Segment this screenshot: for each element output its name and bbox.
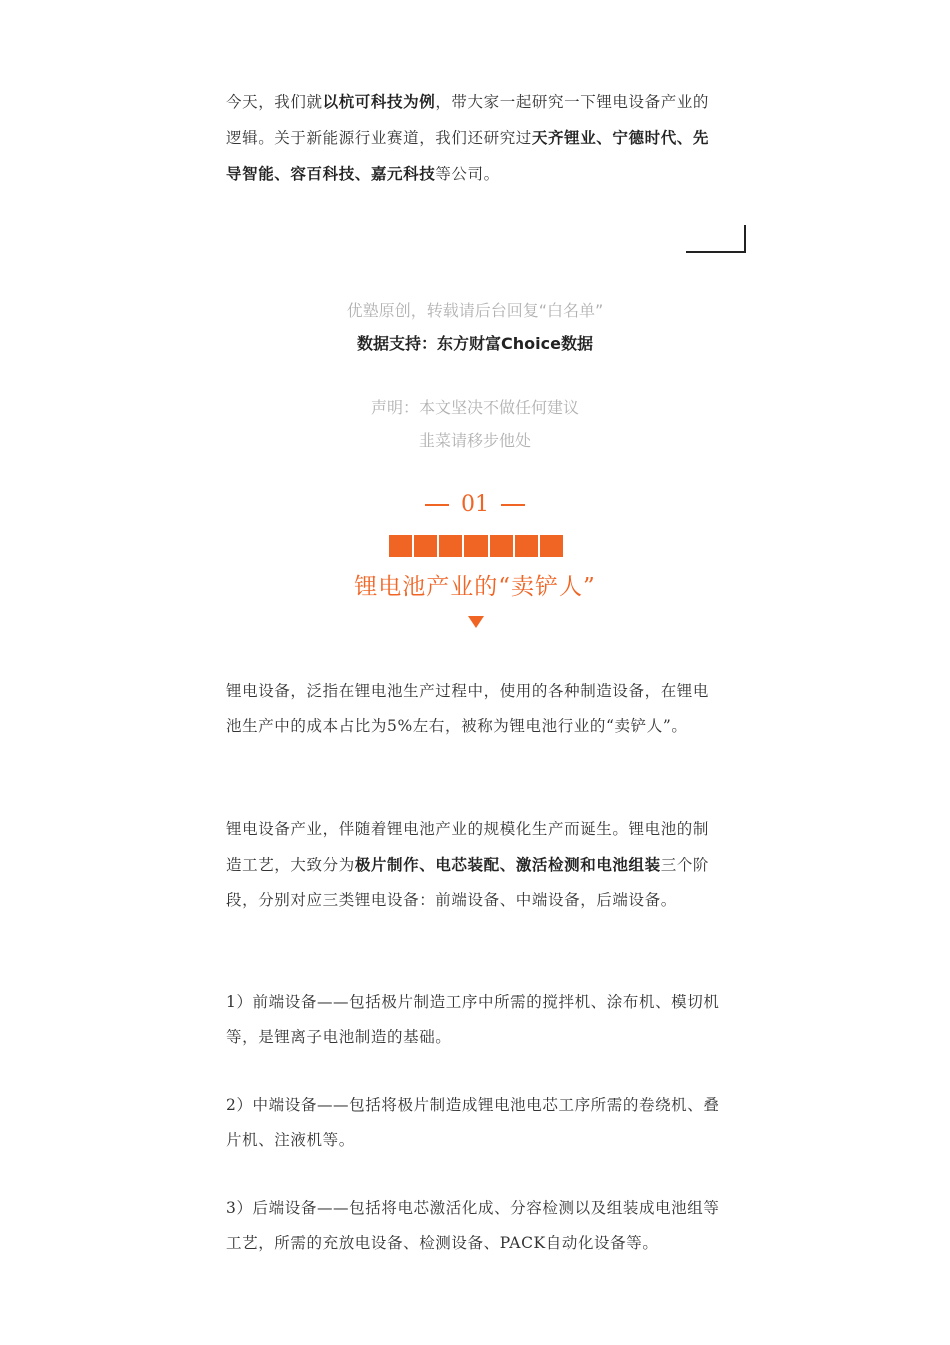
body-paragraph-3: 1）前端设备——包括极片制造工序中所需的搅拌机、涂布机、模切机等，是锂离子电池制造的基础。	[226, 993, 720, 1046]
original-note: 优塾原创，转载请后台回复“白名单”	[346, 301, 604, 320]
dash-right	[501, 504, 525, 506]
intro-bold-2: 天齐锂业、宁德时代、先导智能、容百科技、嘉元科技	[226, 128, 710, 183]
section-number-text: 01	[461, 492, 489, 517]
intro-text-2: ，带大家一起研究一下锂电设备产业的逻辑。关于新能源行业赛道，我们还研究过	[226, 93, 710, 147]
intro-text-1: 今天，我们就	[226, 93, 323, 111]
p2-text-1: 锂电设备产业，伴随着锂电池产业的规模化生产而诞生。锂电池的制造工艺，大致分为	[226, 820, 710, 874]
body-paragraph-1: 锂电设备，泛指在锂电池生产过程中，使用的各种制造设备，在锂电池生产中的成本占比为5%左右，被称为锂电池行业的“卖铲人”。	[226, 682, 710, 735]
body-paragraph-5: 3）后端设备——包括将电芯激活化成、分容检测以及组装成电池组等工艺，所需的充放电设备、检测设备、PACK自动化设备等。	[226, 1199, 720, 1252]
intro-text-3: 等公司。	[435, 165, 500, 183]
p2-bold-1: 极片制作、电芯装配、激活检测和电池组装	[354, 855, 661, 874]
section-title-blocks-decoration	[389, 535, 563, 557]
p2-text-2: 三个阶段，分别对应三类锂电设备：前端设备、中端设备，后端设备。	[226, 856, 710, 909]
section-number	[0, 490, 950, 520]
corner-bracket-decoration	[686, 225, 746, 253]
body-paragraph-4: 2）中端设备——包括将极片制造成锂电池电芯工序所需的卷绕机、叠片机、注液机等。	[226, 1096, 720, 1149]
triangle-down-icon	[468, 616, 484, 628]
disclaimer-line-1: 声明：本文坚决不做任何建议	[370, 398, 579, 417]
disclaimer-line-2: 韭菜请移步他处	[418, 431, 531, 450]
intro-bold-1: 以杭可科技为例	[322, 92, 436, 111]
dash-left	[425, 504, 449, 506]
data-support: 数据支持：东方财富Choice数据	[357, 334, 593, 353]
body-paragraph-2	[226, 812, 722, 918]
intro-paragraph	[226, 84, 722, 192]
section-title: 锂电池产业的“卖铲人”	[354, 574, 596, 600]
